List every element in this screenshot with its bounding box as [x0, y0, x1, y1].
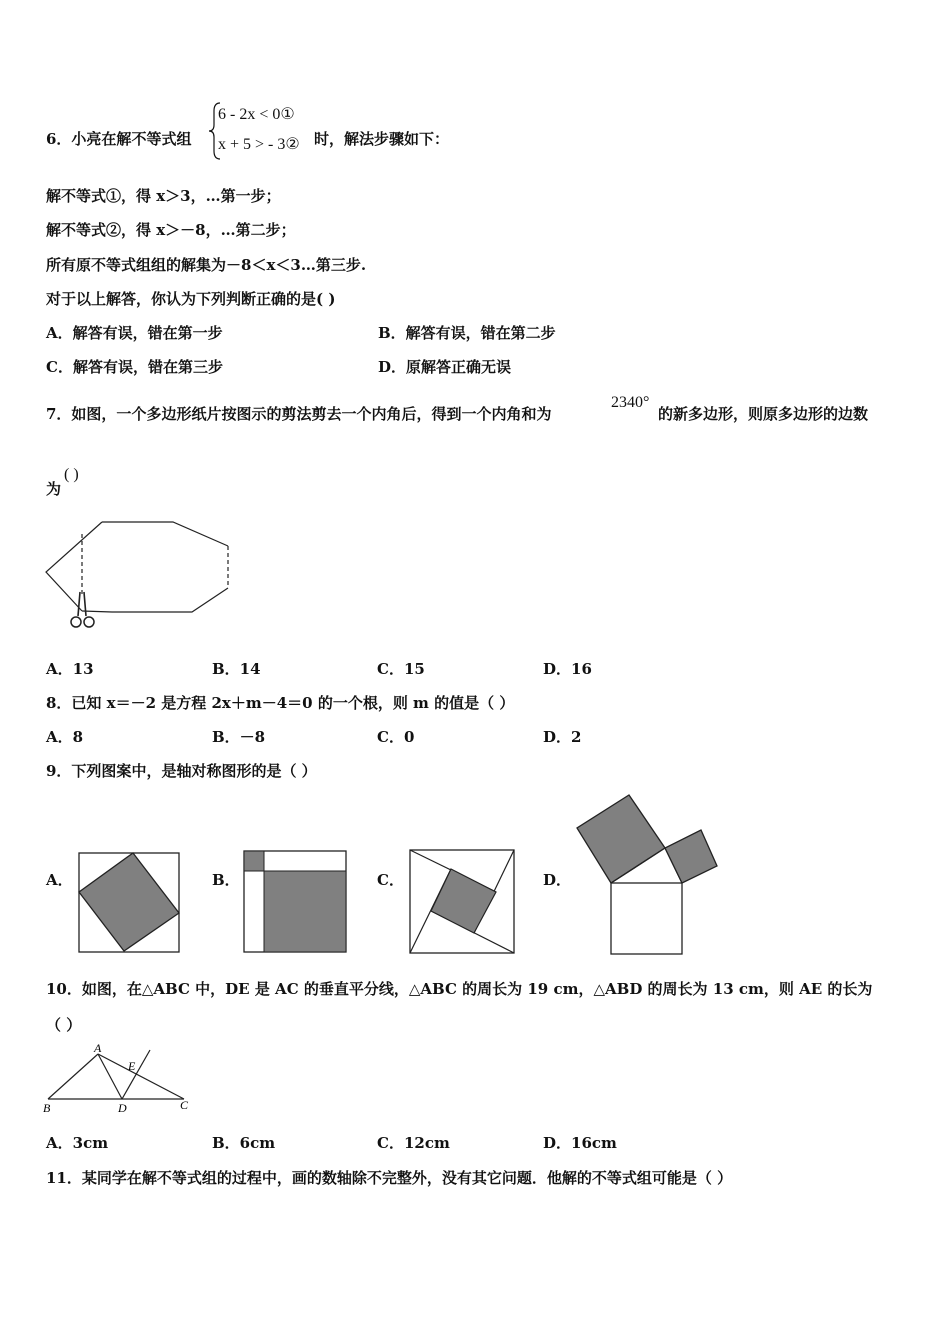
- scissors-icon: [71, 592, 94, 627]
- q9-question: 9．下列图案中，是轴对称图形的是（ ）: [46, 762, 317, 780]
- q6-inequality-2: x + 5 > - 3②: [218, 136, 300, 153]
- q6-lead: 6．小亮在解不等式组: [46, 130, 192, 148]
- q10-line1: 10．如图，在△ABC 中，DE 是 AC 的垂直平分线，△ABC 的周长为 19 cm，△ABD 的周长为 13 cm，则 AE 的长为: [46, 980, 873, 998]
- q11-question: 11．某同学在解不等式组的过程中，画的数轴除不完整外，没有其它问题．他解的不等式组可能是（ ）: [46, 1169, 733, 1187]
- q6-option-c: C．解答有误，错在第三步: [46, 358, 223, 376]
- q9-label-d: D．: [543, 871, 572, 889]
- q10-option-d: D．16cm: [543, 1134, 617, 1152]
- q9-figure-d: [570, 790, 722, 958]
- q7-angle: 2340°: [611, 394, 650, 411]
- q9-label-b: B．: [212, 871, 240, 889]
- q6-option-a: A．解答有误，错在第一步: [46, 324, 223, 342]
- q7-option-b: B．14: [212, 660, 261, 678]
- q10-label-c: C: [180, 1098, 189, 1112]
- q10-line2: （ ）: [46, 1016, 82, 1034]
- q6-step1: 解不等式①，得 x＞3，…第一步；: [46, 187, 281, 205]
- q6-step3: 所有原不等式组组的解集为－8＜x＜3…第三步.: [46, 256, 367, 274]
- q7-option-c: C．15: [377, 660, 425, 678]
- q9-label-a: A．: [46, 871, 73, 889]
- q9-figure-b: [243, 850, 349, 954]
- q6-inequality-1: 6 - 2x < 0①: [218, 106, 295, 123]
- q7-option-d: D．16: [543, 660, 592, 678]
- q8-question: 8．已知 x＝－2 是方程 2x＋m－4＝0 的一个根，则 m 的值是（ ）: [46, 694, 515, 712]
- q10-label-d: D: [118, 1101, 127, 1115]
- q8-option-b: B．－8: [212, 728, 266, 746]
- q6-option-b: B．解答有误，错在第二步: [378, 324, 556, 342]
- q10-label-b: B: [43, 1101, 51, 1115]
- q10-triangle-figure: [42, 1042, 192, 1116]
- q6-step2: 解不等式②，得 x＞－8，…第二步；: [46, 221, 296, 239]
- q7-polygon-figure: [40, 512, 240, 634]
- q10-option-a: A．3cm: [46, 1134, 109, 1152]
- q7-line1-a: 7．如图，一个多边形纸片按图示的剪法剪去一个内角后，得到一个内角和为: [46, 405, 552, 423]
- q9-figure-c: [409, 849, 517, 955]
- q9-figure-a: [78, 852, 182, 954]
- q7-option-a: A．13: [46, 660, 94, 678]
- q10-label-e: E: [128, 1059, 136, 1073]
- q7-paren: ( ): [64, 466, 79, 483]
- q7-line1-b: 的新多边形，则原多边形的边数: [658, 405, 869, 423]
- q6-option-d: D．原解答正确无误: [378, 358, 512, 376]
- q7-line2: 为: [46, 480, 62, 498]
- q8-option-d: D．2: [543, 728, 582, 746]
- q8-option-a: A．8: [46, 728, 84, 746]
- q9-label-c: C．: [377, 871, 404, 889]
- q10-label-a: A: [94, 1042, 102, 1055]
- q8-option-c: C．0: [377, 728, 415, 746]
- q6-question: 对于以上解答，你认为下列判断正确的是( ): [46, 290, 336, 308]
- q10-option-c: C．12cm: [377, 1134, 450, 1152]
- q6-tail: 时，解法步骤如下：: [314, 130, 450, 148]
- q10-option-b: B．6cm: [212, 1134, 276, 1152]
